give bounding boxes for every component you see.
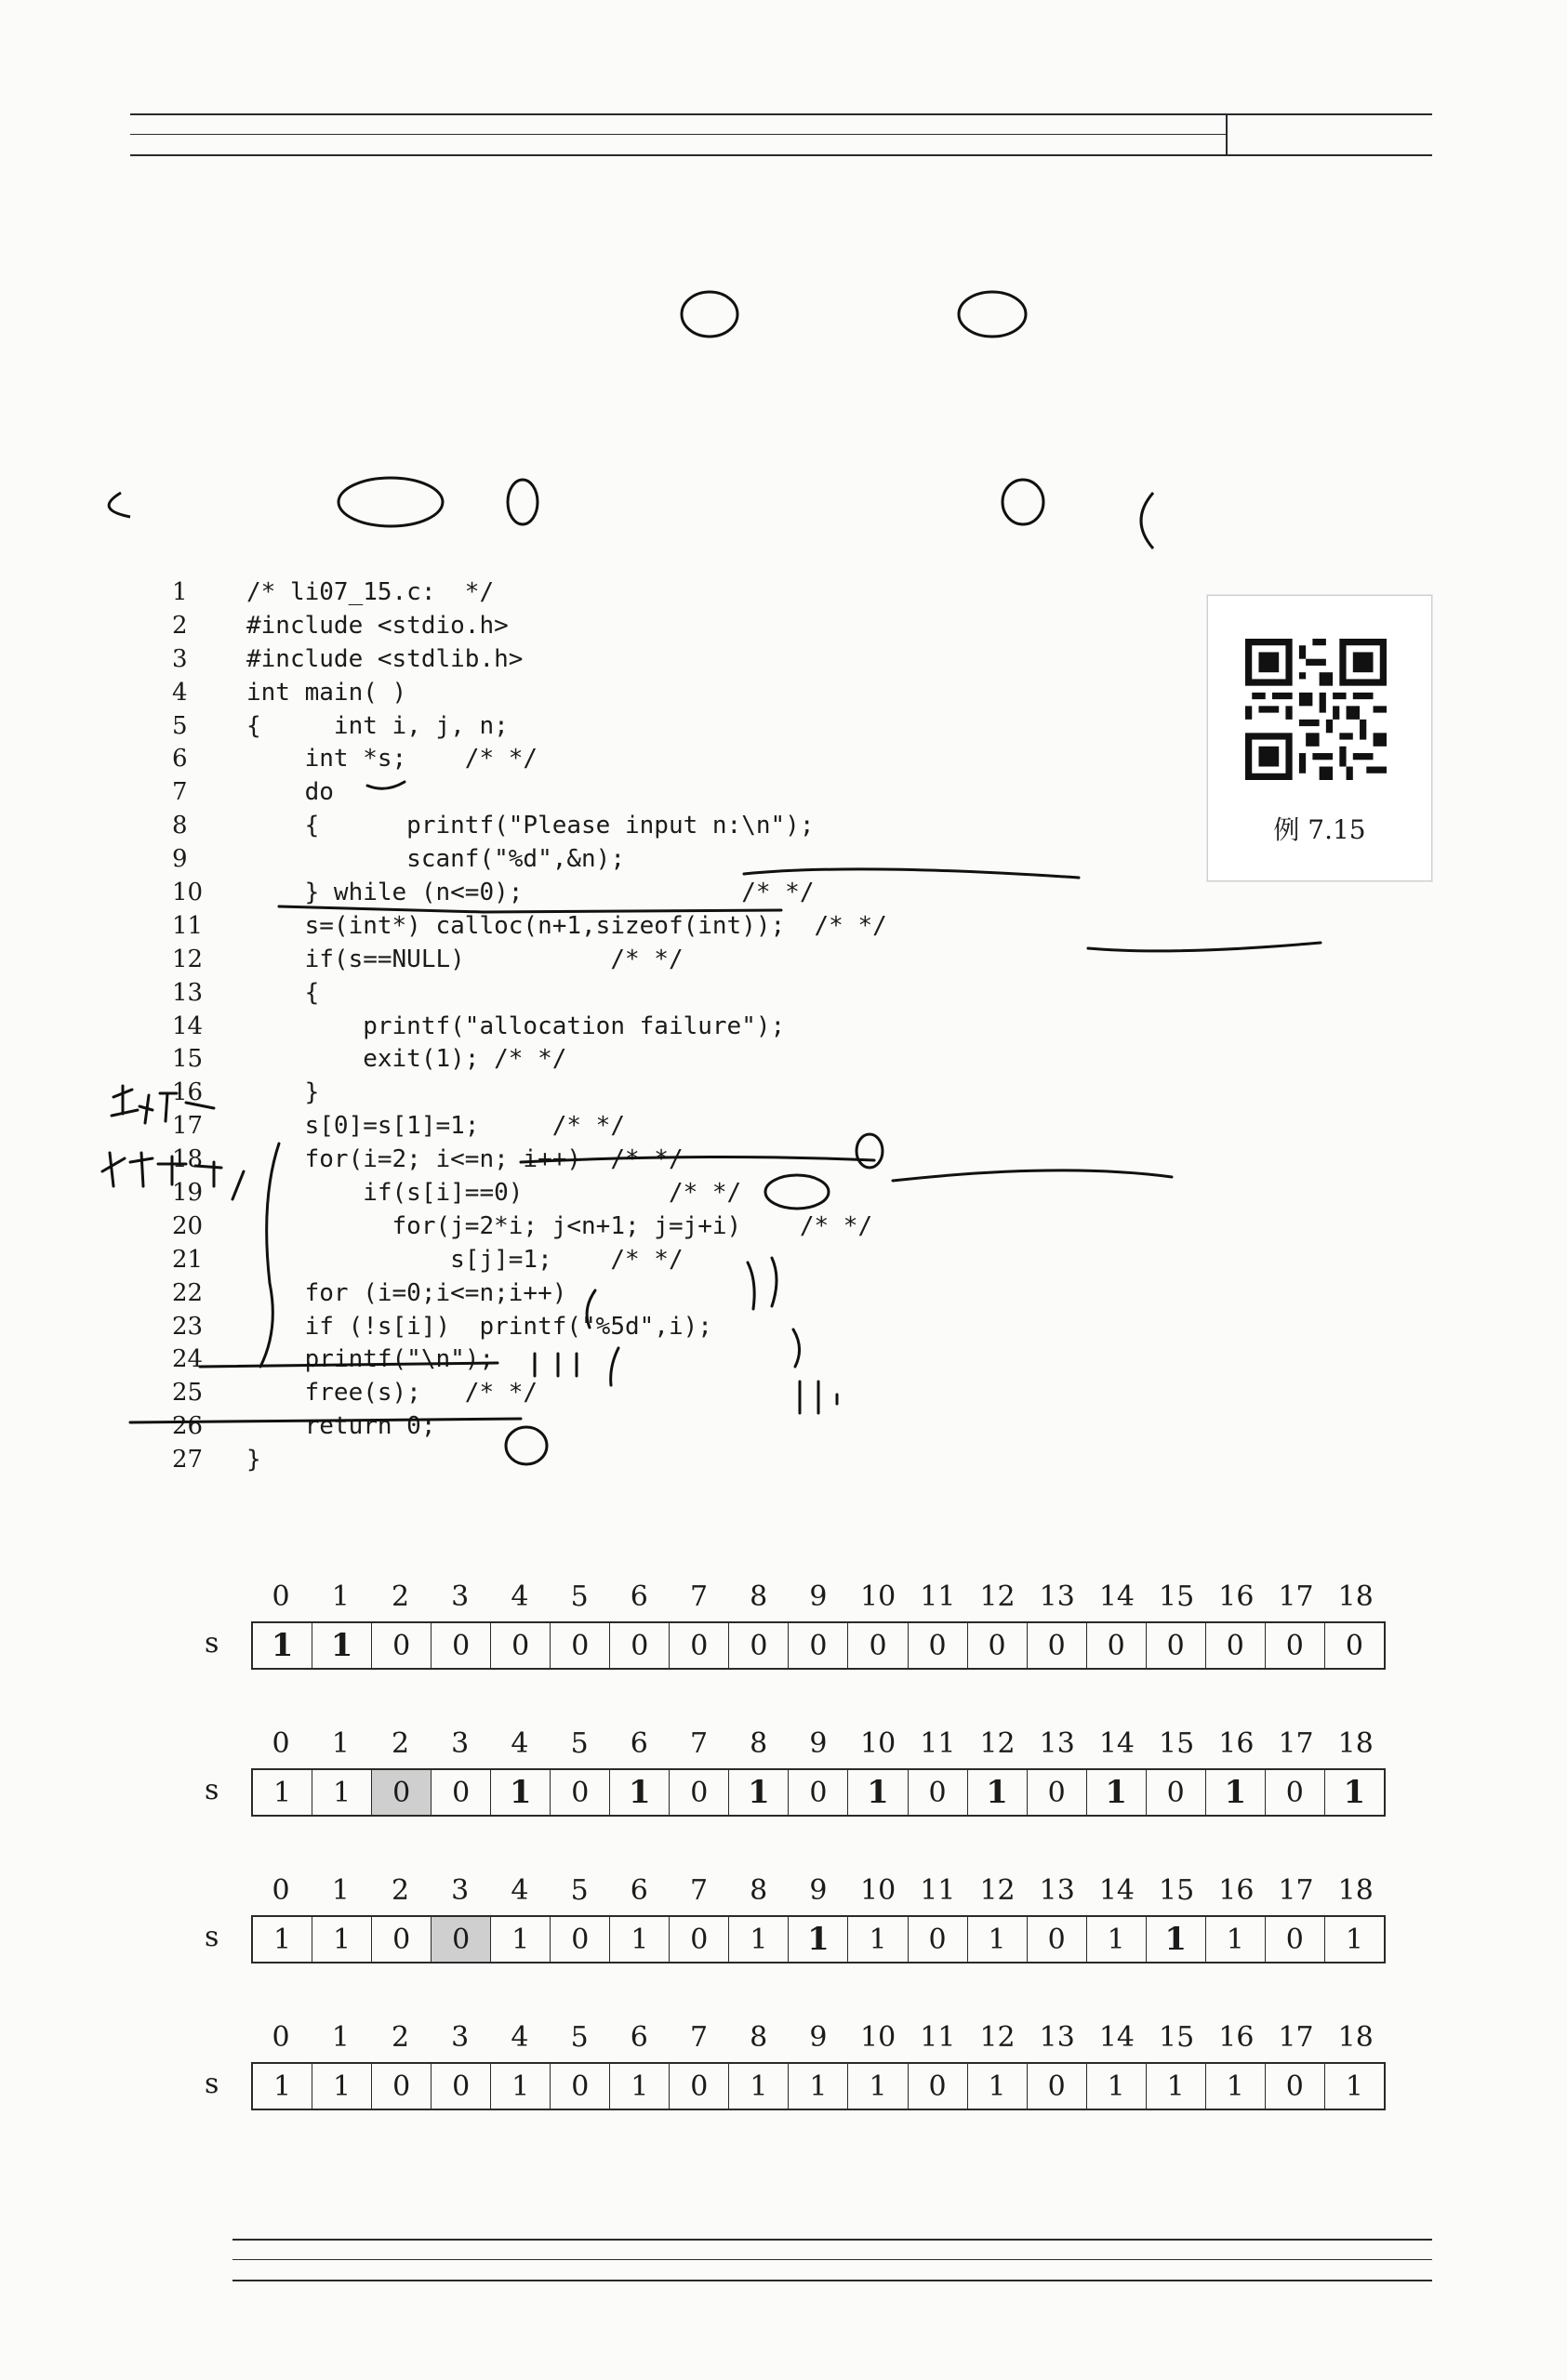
code-text: int *s; /* */ [246, 745, 538, 774]
array-cell: 0 [909, 1770, 968, 1815]
line-number: 26 [172, 1412, 204, 1441]
index-label: 14 [1098, 1874, 1135, 1907]
index-label: 1 [331, 1580, 350, 1613]
array-cell: 0 [432, 2064, 491, 2109]
array-cell: 0 [670, 1917, 729, 1962]
line-number: 16 [172, 1078, 204, 1107]
index-label: 10 [860, 1874, 896, 1907]
array-cell: 1 [312, 1917, 372, 1962]
array-cell: 0 [670, 1770, 729, 1815]
index-label: 17 [1278, 2021, 1314, 2054]
index-label: 13 [1039, 1580, 1075, 1613]
line-number: 3 [172, 644, 188, 673]
code-text: if(s==NULL) /* */ [246, 945, 684, 973]
array-cell: 0 [848, 1623, 908, 1668]
line-number: 23 [172, 1312, 204, 1341]
code-text: if(s[i]==0) /* */ [246, 1179, 742, 1208]
array-cell: 1 [1147, 1917, 1206, 1962]
array-cell: 0 [372, 1623, 432, 1668]
array-cell: 0 [909, 1623, 968, 1668]
array-cell: 0 [670, 1623, 729, 1668]
line-number: 20 [172, 1211, 204, 1240]
index-label: 5 [570, 2021, 589, 2054]
array-cells [251, 2062, 1386, 2110]
index-label: 2 [391, 1580, 410, 1613]
line-number: 8 [172, 812, 188, 840]
line-number: 14 [172, 1012, 204, 1040]
array-cell: 1 [848, 2064, 908, 2109]
array-cell: 0 [1147, 1623, 1206, 1668]
index-label: 7 [689, 2021, 709, 2054]
index-label: 11 [920, 1874, 956, 1907]
index-label: 7 [689, 1727, 709, 1760]
footer-rule-3 [232, 2280, 1432, 2281]
index-label: 4 [511, 1580, 529, 1613]
array-cell: 1 [1345, 1923, 1363, 1956]
index-row [251, 1580, 1386, 1618]
index-label: 4 [511, 1874, 529, 1907]
array-cell: 1 [968, 1917, 1028, 1962]
array-cell: 0 [1028, 1623, 1087, 1668]
code-text: s=(int*) calloc(n+1,sizeof(int)); /* */ [246, 911, 887, 940]
index-label: 12 [979, 1580, 1016, 1613]
index-label: 18 [1337, 1874, 1374, 1907]
index-label: 11 [920, 1727, 956, 1760]
array-cell: 1 [1206, 1917, 1266, 1962]
index-label: 0 [272, 1874, 290, 1907]
index-label: 8 [750, 1874, 768, 1907]
array-cell: 1 [729, 2064, 789, 2109]
index-label: 9 [809, 1580, 828, 1613]
index-label: 0 [272, 2021, 290, 2054]
line-number: 6 [172, 745, 188, 774]
array-cell: 0 [670, 2064, 729, 2109]
array-cell: 0 [1147, 1770, 1206, 1815]
index-label: 15 [1159, 1727, 1195, 1760]
code-text: #include <stdlib.h> [246, 644, 524, 673]
code-text: do [246, 778, 334, 807]
array-cell: 1 [312, 2064, 372, 2109]
array-cell: 1 [253, 1917, 312, 1962]
array-cell: 0 [372, 1917, 432, 1962]
index-label: 8 [750, 1727, 768, 1760]
index-label: 15 [1159, 2021, 1195, 2054]
array-cell: 1 [1345, 2069, 1363, 2103]
index-label: 3 [451, 1874, 470, 1907]
array-cell: 0 [1206, 1623, 1266, 1668]
array-cell: 1 [253, 1770, 312, 1815]
array-cell: 0 [1266, 2064, 1325, 2109]
index-label: 8 [750, 1580, 768, 1613]
index-label: 2 [391, 2021, 410, 2054]
index-label: 1 [331, 1727, 350, 1760]
code-text: free(s); /* */ [246, 1379, 538, 1408]
code-text: #include <stdio.h> [246, 611, 509, 640]
index-label: 10 [860, 2021, 896, 2054]
index-label: 4 [511, 2021, 529, 2054]
array-cell: 1 [789, 1917, 848, 1962]
line-number: 4 [172, 678, 188, 707]
index-label: 6 [630, 2021, 648, 2054]
index-label: 0 [272, 1727, 290, 1760]
line-number: 22 [172, 1278, 204, 1307]
index-label: 6 [630, 1727, 648, 1760]
array-label: s [205, 1774, 219, 1806]
array-cell: 0 [909, 1917, 968, 1962]
code-text: } [246, 1446, 261, 1474]
line-number: 27 [172, 1446, 204, 1474]
line-number: 17 [172, 1112, 204, 1141]
code-text: if (!s[i]) printf("%5d",i); [246, 1312, 712, 1341]
array-label: s [205, 2068, 219, 2100]
index-label: 15 [1159, 1580, 1195, 1613]
index-label: 9 [809, 1874, 828, 1907]
line-number: 9 [172, 845, 188, 874]
array-cell: 0 [1345, 1629, 1363, 1662]
array-cell: 0 [1087, 1623, 1147, 1668]
array-cell: 1 [1147, 2064, 1206, 2109]
line-number: 18 [172, 1145, 204, 1174]
array-cell: 0 [432, 1623, 491, 1668]
code-text: s[0]=s[1]=1; /* */ [246, 1112, 625, 1141]
index-label: 5 [570, 1580, 589, 1613]
array-cell: 1 [610, 1917, 670, 1962]
code-text: s[j]=1; /* */ [246, 1245, 684, 1274]
array-cell: 1 [491, 1917, 551, 1962]
array-cell: 0 [551, 1770, 610, 1815]
index-label: 18 [1337, 1580, 1374, 1613]
code-text: exit(1); /* */ [246, 1045, 567, 1074]
index-label: 7 [689, 1580, 709, 1613]
array-cell: 1 [1087, 1770, 1147, 1815]
array-cell: 1 [1087, 1917, 1147, 1962]
index-row [251, 1874, 1386, 1911]
footer-rule-2 [232, 2259, 1432, 2260]
index-label: 17 [1278, 1727, 1314, 1760]
sieve-panel [205, 2021, 1386, 2161]
line-number: 1 [172, 578, 188, 606]
index-row [251, 2021, 1386, 2058]
index-label: 3 [451, 1727, 470, 1760]
line-number: 5 [172, 711, 188, 740]
index-label: 16 [1218, 1580, 1255, 1613]
index-label: 9 [809, 2021, 828, 2054]
array-label: s [205, 1627, 219, 1659]
array-cell: 1 [968, 1770, 1028, 1815]
line-number: 11 [172, 911, 204, 940]
line-number: 12 [172, 945, 204, 973]
array-cell: 1 [491, 2064, 551, 2109]
index-label: 14 [1098, 1580, 1135, 1613]
array-cell: 0 [789, 1623, 848, 1668]
index-label: 10 [860, 1580, 896, 1613]
index-label: 7 [689, 1874, 709, 1907]
array-cell: 0 [610, 1623, 670, 1668]
array-cell: 1 [491, 1770, 551, 1815]
array-cell: 1 [312, 1623, 372, 1668]
array-cell: 0 [372, 2064, 432, 2109]
array-label: s [205, 1921, 219, 1953]
line-number: 19 [172, 1179, 204, 1208]
index-label: 13 [1039, 2021, 1075, 2054]
index-label: 5 [570, 1874, 589, 1907]
array-cell: 1 [1087, 2064, 1147, 2109]
array-cell: 1 [610, 2064, 670, 2109]
array-cell: 0 [1028, 2064, 1087, 2109]
footer-rule-1 [232, 2239, 1432, 2241]
index-label: 2 [391, 1727, 410, 1760]
index-label: 2 [391, 1874, 410, 1907]
array-cell: 1 [968, 2064, 1028, 2109]
array-cell: 0 [1266, 1770, 1325, 1815]
array-cell: 0 [1028, 1770, 1087, 1815]
code-text: { [246, 978, 320, 1007]
code-text: printf("\n"); [246, 1345, 495, 1374]
code-text: for(i=2; i<=n; i++) /* */ [246, 1145, 684, 1174]
index-label: 8 [750, 2021, 768, 2054]
index-label: 1 [331, 2021, 350, 2054]
line-number: 21 [172, 1245, 204, 1274]
array-cell: 0 [372, 1770, 432, 1815]
array-cell: 1 [1206, 2064, 1266, 2109]
index-label: 17 [1278, 1874, 1314, 1907]
index-label: 1 [331, 1874, 350, 1907]
array-cell: 1 [848, 1917, 908, 1962]
array-cell: 0 [551, 1917, 610, 1962]
index-label: 16 [1218, 1727, 1255, 1760]
code-text: { printf("Please input n:\n"); [246, 812, 815, 840]
code-text: } while (n<=0); /* */ [246, 879, 815, 907]
index-label: 12 [979, 2021, 1016, 2054]
array-cell: 0 [968, 1623, 1028, 1668]
code-text: } [246, 1078, 320, 1107]
sieve-panel [205, 1727, 1386, 1867]
array-cell: 0 [432, 1770, 491, 1815]
qr-caption: 例 7.15 [1273, 814, 1366, 845]
array-cell: 0 [789, 1770, 848, 1815]
index-label: 12 [979, 1727, 1016, 1760]
array-cells [251, 1915, 1386, 1964]
array-cell: 0 [551, 1623, 610, 1668]
index-label: 6 [630, 1874, 648, 1907]
array-cells [251, 1768, 1386, 1817]
index-label: 13 [1039, 1727, 1075, 1760]
index-label: 3 [451, 2021, 470, 2054]
index-label: 0 [272, 1580, 290, 1613]
line-number: 24 [172, 1345, 204, 1374]
sieve-panel [205, 1580, 1386, 1720]
code-text: { int i, j, n; [246, 711, 509, 740]
array-cell: 1 [1343, 1774, 1366, 1811]
code-text: for(j=2*i; j<n+1; j=j+i) /* */ [246, 1211, 873, 1240]
array-cell: 0 [909, 2064, 968, 2109]
index-label: 9 [809, 1727, 828, 1760]
index-label: 16 [1218, 2021, 1255, 2054]
index-label: 4 [511, 1727, 529, 1760]
array-cell: 1 [729, 1917, 789, 1962]
code-text: printf("allocation failure"); [246, 1012, 786, 1040]
array-cell: 0 [491, 1623, 551, 1668]
array-cell: 0 [1266, 1623, 1325, 1668]
line-number: 25 [172, 1379, 204, 1408]
line-number: 7 [172, 778, 188, 807]
array-cell: 0 [729, 1623, 789, 1668]
index-label: 14 [1098, 1727, 1135, 1760]
code-text: int main( ) [246, 678, 407, 707]
array-cell: 1 [312, 1770, 372, 1815]
index-label: 11 [920, 1580, 956, 1613]
index-label: 13 [1039, 1874, 1075, 1907]
array-cell: 1 [610, 1770, 670, 1815]
index-label: 6 [630, 1580, 648, 1613]
array-cell: 1 [253, 1623, 312, 1668]
index-label: 10 [860, 1727, 896, 1760]
array-cell: 0 [1028, 1917, 1087, 1962]
array-cell: 1 [1206, 1770, 1266, 1815]
line-number: 2 [172, 611, 188, 640]
code-text: scanf("%d",&n); [246, 845, 625, 874]
index-label: 12 [979, 1874, 1016, 1907]
index-label: 5 [570, 1727, 589, 1760]
array-cell: 1 [789, 2064, 848, 2109]
code-text: /* li07_15.c: */ [246, 578, 495, 606]
index-label: 18 [1337, 2021, 1374, 2054]
code-text: return 0; [246, 1412, 436, 1441]
line-number: 13 [172, 978, 204, 1007]
array-cell: 0 [432, 1917, 491, 1962]
code-text: for (i=0;i<=n;i++) [246, 1278, 567, 1307]
index-label: 14 [1098, 2021, 1135, 2054]
array-cell: 0 [1266, 1917, 1325, 1962]
array-cell: 1 [848, 1770, 908, 1815]
array-cells [251, 1621, 1386, 1670]
index-row [251, 1727, 1386, 1765]
sieve-panel [205, 1874, 1386, 2014]
line-number: 15 [172, 1045, 204, 1074]
index-label: 15 [1159, 1874, 1195, 1907]
index-label: 3 [451, 1580, 470, 1613]
index-label: 16 [1218, 1874, 1255, 1907]
line-number: 10 [172, 879, 204, 907]
array-cell: 1 [729, 1770, 789, 1815]
array-cell: 0 [551, 2064, 610, 2109]
array-cell: 1 [253, 2064, 312, 2109]
index-label: 18 [1337, 1727, 1374, 1760]
index-label: 11 [920, 2021, 956, 2054]
index-label: 17 [1278, 1580, 1314, 1613]
